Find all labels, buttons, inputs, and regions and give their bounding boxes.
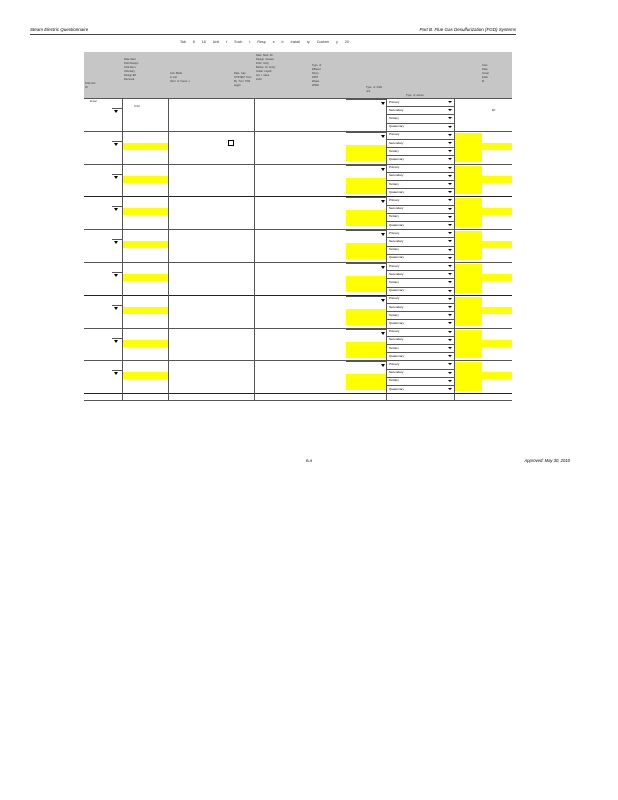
dd-rule-left <box>112 338 122 339</box>
questionnaire-table <box>84 52 512 400</box>
dd-rule-right <box>346 361 386 362</box>
level-label-quaternary: Quaternary <box>389 255 405 260</box>
dropdown-arrow-icon[interactable] <box>448 298 452 300</box>
input-cell-unit[interactable] <box>122 143 168 150</box>
dd-rule-right <box>346 165 386 166</box>
input-cell-cost[interactable] <box>454 362 482 391</box>
level-label-quaternary: Quaternary <box>389 222 405 227</box>
input-cell-cost[interactable] <box>454 231 482 260</box>
level-label-quaternary: Quaternary <box>389 124 405 129</box>
input-cell-right[interactable] <box>482 372 512 379</box>
sub-rule <box>84 229 512 230</box>
dropdown-arrow-icon[interactable] <box>114 340 118 343</box>
input-cell-unit[interactable] <box>122 241 168 248</box>
input-cell-unit[interactable] <box>122 208 168 215</box>
level-label-tertiary: Tertiary <box>389 181 399 186</box>
dropdown-arrow-icon[interactable] <box>448 150 452 152</box>
dropdown-arrow-icon[interactable] <box>114 208 118 211</box>
input-cell-cost[interactable] <box>454 297 482 326</box>
table-title: Tab 8 18 Unit t Such t Resp s b Install ty Custom y 20 <box>180 40 349 44</box>
dropdown-arrow-icon[interactable] <box>448 199 452 201</box>
level-label-secondary: Secondary <box>389 107 404 112</box>
dropdown-arrow-icon[interactable] <box>381 102 385 105</box>
dropdown-arrow-icon[interactable] <box>448 257 452 259</box>
dropdown-arrow-icon[interactable] <box>448 331 452 333</box>
dd-rule-right <box>346 230 386 231</box>
level-label-secondary: Secondary <box>389 337 404 342</box>
dd-rule-right <box>346 99 386 100</box>
level-label-secondary: Secondary <box>389 140 404 145</box>
dd-rule-left <box>112 370 122 371</box>
sub-rule <box>84 164 512 165</box>
dropdown-arrow-icon[interactable] <box>448 306 452 308</box>
header-cell-2: Unit Build in unit (Sort of hours u <box>170 72 191 83</box>
column-divider-2 <box>254 98 255 400</box>
dropdown-arrow-icon[interactable] <box>448 134 452 136</box>
input-cell-cost[interactable] <box>454 198 482 227</box>
level-label-secondary: Secondary <box>389 173 404 178</box>
input-cell-right[interactable] <box>482 143 512 150</box>
dropdown-arrow-icon[interactable] <box>448 126 452 128</box>
dd-rule-left <box>112 141 122 142</box>
dd-rule-left <box>112 272 122 273</box>
level-label-primary: Primary <box>389 230 400 235</box>
level-label-secondary: Secondary <box>389 304 404 309</box>
header-cell-8: Cost Data Invest Dolls M <box>482 64 489 83</box>
level-label-tertiary: Tertiary <box>389 247 399 252</box>
level-label-quaternary: Quaternary <box>389 353 405 358</box>
column-divider-3 <box>386 98 387 400</box>
header-rule <box>30 34 516 35</box>
input-cell-tons[interactable] <box>346 342 386 358</box>
dropdown-arrow-icon[interactable] <box>114 110 118 113</box>
input-cell-right[interactable] <box>482 208 512 215</box>
table-header <box>84 52 512 98</box>
dropdown-arrow-icon[interactable] <box>381 364 385 367</box>
input-cell-unit[interactable] <box>122 307 168 314</box>
dd-rule-right <box>346 329 386 330</box>
dd-rule-left <box>112 108 122 109</box>
dropdown-arrow-icon[interactable] <box>448 175 452 177</box>
input-cell-unit[interactable] <box>122 340 168 347</box>
table-top-rule <box>84 98 512 99</box>
header-cell-7: Type of Action <box>406 94 424 97</box>
dd-rule-right <box>346 296 386 297</box>
level-label-primary: Primary <box>389 99 400 104</box>
dd-rule-right <box>346 197 386 198</box>
dropdown-arrow-icon[interactable] <box>448 167 452 169</box>
group-rule <box>84 295 512 296</box>
dropdown-arrow-icon[interactable] <box>114 274 118 277</box>
first-row-right-value: $0 <box>492 108 496 112</box>
header-cell-6: Type of FGD unit <box>366 86 383 93</box>
dropdown-arrow-icon[interactable] <box>448 380 452 382</box>
dropdown-arrow-icon[interactable] <box>448 322 452 324</box>
first-row-id: Enter <box>90 99 98 103</box>
dropdown-arrow-icon[interactable] <box>448 347 452 349</box>
column-divider-0 <box>122 98 123 400</box>
dd-rule-left <box>112 239 122 240</box>
level-label-tertiary: Tertiary <box>389 279 399 284</box>
input-cell-right[interactable] <box>482 241 512 248</box>
column-divider-4 <box>454 98 455 400</box>
dropdown-arrow-icon[interactable] <box>448 216 452 218</box>
dropdown-arrow-icon[interactable] <box>448 191 452 193</box>
sub-rule <box>84 328 512 329</box>
level-label-secondary: Secondary <box>389 238 404 243</box>
level-label-tertiary: Tertiary <box>389 378 399 383</box>
dropdown-arrow-icon[interactable] <box>448 388 452 390</box>
input-cell-right[interactable] <box>482 274 512 281</box>
dropdown-arrow-icon[interactable] <box>448 314 452 316</box>
level-label-quaternary: Quaternary <box>389 288 405 293</box>
level-label-quaternary: Quaternary <box>389 320 405 325</box>
dropdown-arrow-icon[interactable] <box>448 290 452 292</box>
dropdown-arrow-icon[interactable] <box>448 109 452 111</box>
dropdown-arrow-icon[interactable] <box>114 372 118 375</box>
dropdown-arrow-icon[interactable] <box>381 266 385 269</box>
dropdown-arrow-icon[interactable] <box>448 240 452 242</box>
dropdown-arrow-icon[interactable] <box>448 273 452 275</box>
approval-date: Approved: May 30, 2010 <box>524 458 570 463</box>
input-cell-unit[interactable] <box>122 176 168 183</box>
dropdown-arrow-icon[interactable] <box>448 142 452 144</box>
input-cell-cost[interactable] <box>454 330 482 359</box>
header-cell-5: Type of Effluent Slurry DPM Waste WWD <box>312 64 322 87</box>
level-label-primary: Primary <box>389 296 400 301</box>
dd-rule-left <box>112 206 122 207</box>
dd-rule-left <box>112 174 122 175</box>
column-divider-1 <box>168 98 169 400</box>
header-left: Steam Electric Questionnaire <box>30 27 89 32</box>
dropdown-arrow-icon[interactable] <box>448 117 452 119</box>
dropdown-arrow-icon[interactable] <box>114 241 118 244</box>
header-cell-1: Date Start FGD Design SO2 Rem- Voluntary Design Eff Removal <box>124 58 139 81</box>
level-label-quaternary: Quaternary <box>389 156 405 161</box>
dropdown-arrow-icon[interactable] <box>448 372 452 374</box>
input-cell-right[interactable] <box>482 340 512 347</box>
input-cell-cost[interactable] <box>454 166 482 195</box>
input-cell-tons[interactable] <box>346 210 386 226</box>
dropdown-arrow-icon[interactable] <box>448 158 452 160</box>
page-number: B-9 <box>306 458 313 463</box>
dropdown-arrow-icon[interactable] <box>381 233 385 236</box>
level-label-tertiary: Tertiary <box>389 148 399 153</box>
dropdown-arrow-icon[interactable] <box>448 249 452 251</box>
dropdown-arrow-icon[interactable] <box>448 101 452 103</box>
input-cell-unit[interactable] <box>122 372 168 379</box>
level-label-tertiary: Tertiary <box>389 312 399 317</box>
level-label-secondary: Secondary <box>389 370 404 375</box>
level-label-primary: Primary <box>389 263 400 268</box>
level-label-primary: Primary <box>389 132 400 137</box>
dropdown-arrow-icon[interactable] <box>381 200 385 203</box>
input-cell-cost[interactable] <box>454 264 482 293</box>
dropdown-arrow-icon[interactable] <box>448 183 452 185</box>
sub-rule <box>84 360 512 361</box>
dropdown-arrow-icon[interactable] <box>448 363 452 365</box>
level-label-quaternary: Quaternary <box>389 189 405 194</box>
input-cell-tons[interactable] <box>346 374 386 390</box>
dropdown-arrow-icon[interactable] <box>448 265 452 267</box>
level-label-secondary: Secondary <box>389 206 404 211</box>
dropdown-arrow-icon[interactable] <box>114 307 118 310</box>
dropdown-arrow-icon[interactable] <box>448 281 452 283</box>
input-cell-tons[interactable] <box>346 145 386 161</box>
level-label-primary: Primary <box>389 329 400 334</box>
dropdown-arrow-icon[interactable] <box>381 299 385 302</box>
dd-rule-right <box>346 132 386 133</box>
group-rule <box>84 196 512 197</box>
dropdown-arrow-icon[interactable] <box>381 168 385 171</box>
dropdown-arrow-icon[interactable] <box>448 339 452 341</box>
level-label-tertiary: Tertiary <box>389 345 399 350</box>
input-cell-tons[interactable] <box>346 276 386 292</box>
input-cell-tons[interactable] <box>346 243 386 259</box>
table-bottom-rule <box>84 400 512 401</box>
dropdown-arrow-icon[interactable] <box>114 143 118 146</box>
header-cell-4: Date Start Rt Design Assess FGD Unity Before Or Entry Outlet Liquid Act t rates sorbt <box>256 54 276 81</box>
input-cell-cost[interactable] <box>454 133 482 162</box>
header-cell-0: FGD unit ID <box>85 82 96 89</box>
dropdown-arrow-icon[interactable] <box>381 135 385 138</box>
input-cell-tons[interactable] <box>346 309 386 325</box>
level-label-tertiary: Tertiary <box>389 115 399 120</box>
level-label-tertiary: Tertiary <box>389 214 399 219</box>
dd-rule-left <box>112 305 122 306</box>
dropdown-arrow-icon[interactable] <box>448 355 452 357</box>
dd-rule-right <box>346 263 386 264</box>
group-rule <box>84 393 512 394</box>
header-right: Part B. Flue Gas Desulfurization (FGD) Systems <box>419 27 516 32</box>
level-label-primary: Primary <box>389 361 400 366</box>
input-cell-right[interactable] <box>482 307 512 314</box>
level-label-quaternary: Quaternary <box>389 386 405 391</box>
level-label-primary: Primary <box>389 165 400 170</box>
level-label-primary: Primary <box>389 197 400 202</box>
level-label-secondary: Secondary <box>389 271 404 276</box>
header-cell-3: Date Cap SYSTEM Tons By Turn TDS aught <box>234 72 252 87</box>
checkbox-input[interactable] <box>228 140 234 146</box>
sub-rule <box>84 262 512 263</box>
first-row-value: 0.02 <box>134 104 140 108</box>
dropdown-arrow-icon[interactable] <box>448 224 452 226</box>
dropdown-arrow-icon[interactable] <box>448 208 452 210</box>
dropdown-arrow-icon[interactable] <box>381 332 385 335</box>
input-cell-tons[interactable] <box>346 178 386 194</box>
input-cell-unit[interactable] <box>122 274 168 281</box>
dropdown-arrow-icon[interactable] <box>114 176 118 179</box>
dropdown-arrow-icon[interactable] <box>448 232 452 234</box>
input-cell-right[interactable] <box>482 176 512 183</box>
sub-rule <box>84 131 512 132</box>
